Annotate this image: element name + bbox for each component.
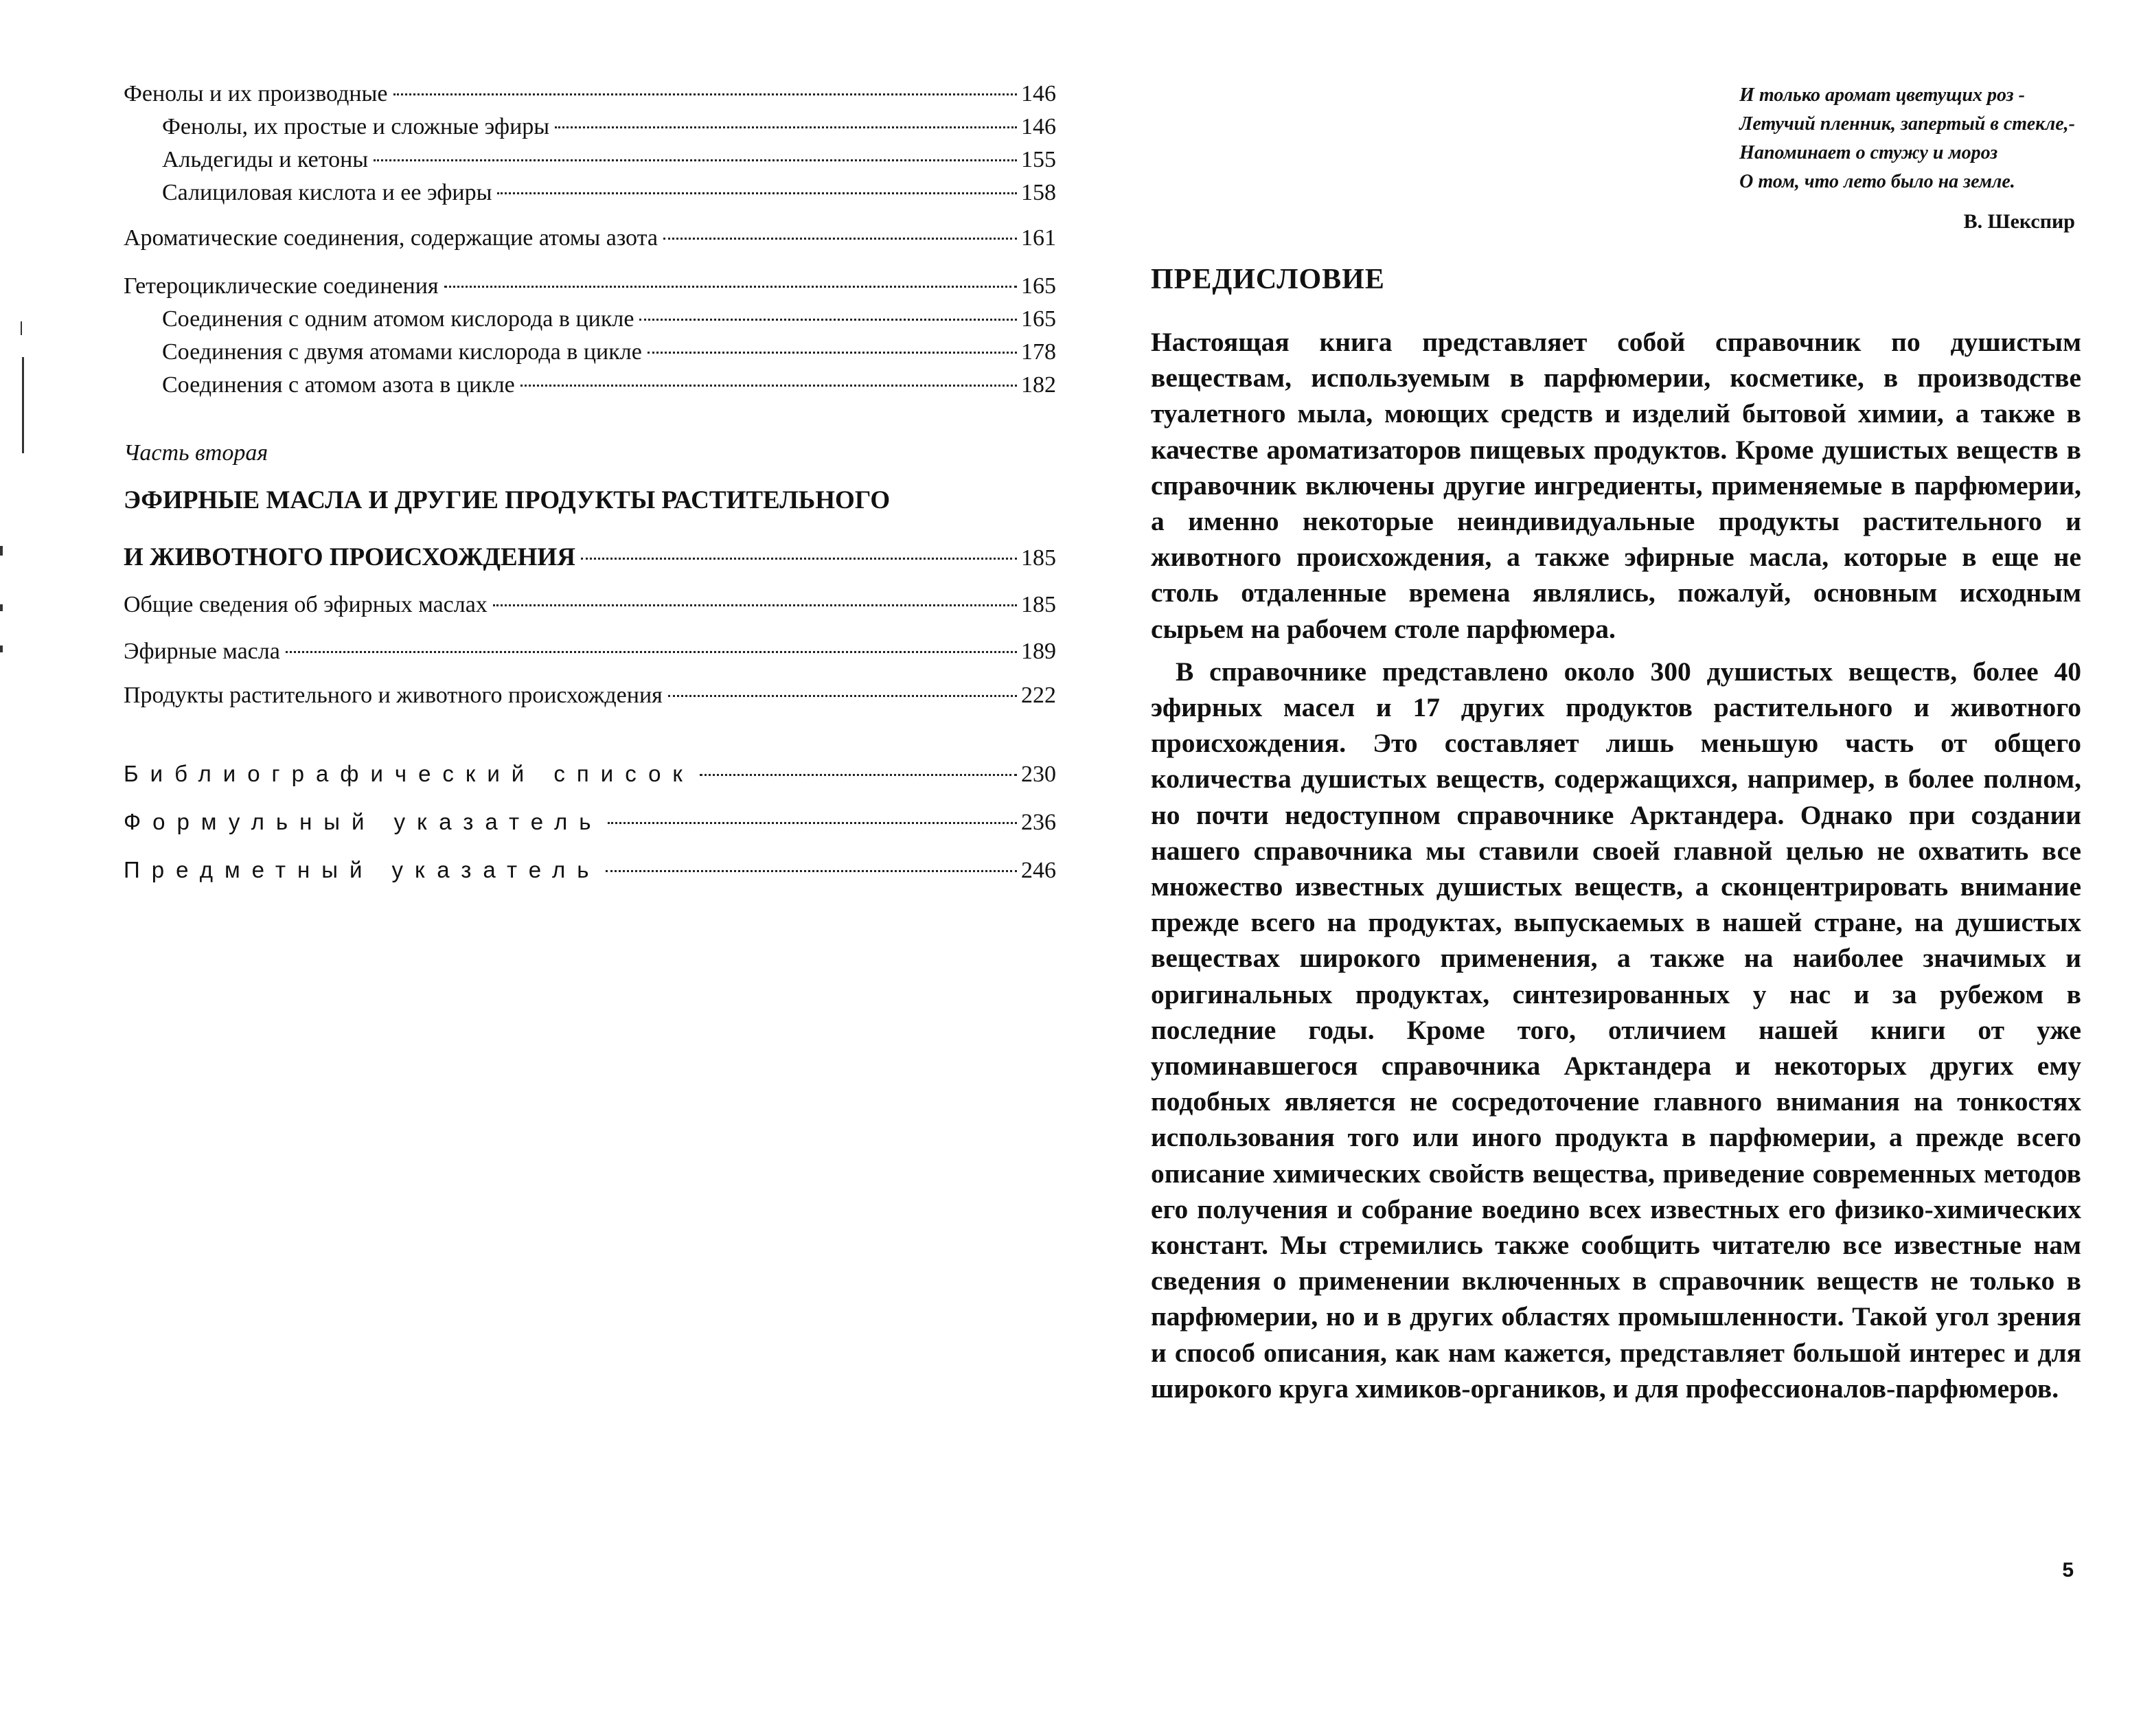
toc-entry [124,639,1056,665]
toc-entry-page: 185 [1021,592,1056,617]
toc-entry [124,683,1056,709]
toc-leader [393,93,1018,95]
toc-entry-subject-index [124,857,1056,884]
toc-entry-page: 189 [1021,639,1056,664]
epigraph-line: Напоминает о стужу и мороз [1739,142,1998,163]
toc-leader [606,870,1017,872]
toc-entry [124,273,1056,299]
toc-leader [286,651,1017,653]
toc-entry-title: Ароматические соединения, содержащие атомы азота [124,225,658,251]
toc-entry-page: 155 [1021,147,1056,172]
toc-leader [663,238,1017,240]
toc-leader [608,822,1017,824]
toc-entry-title: Формульный указатель [124,809,603,834]
toc-entry [162,306,1056,332]
toc-entry-page: 246 [1021,858,1056,883]
toc-entry-page: 185 [1021,545,1056,571]
epigraph-line: И только аромат цветущих роз - [1739,84,2025,106]
toc-entry [162,114,1056,140]
toc-entry [124,81,1056,107]
toc-leader [497,192,1017,194]
toc-entry-page: 146 [1021,114,1056,139]
toc-entry-formula-index [124,809,1056,836]
toc-entry-title: Предметный указатель [124,857,601,882]
page-number: 5 [2062,1559,2074,1581]
toc-entry [162,147,1056,173]
toc-entry-page: 146 [1021,81,1056,106]
part-title-line2: И ЖИВОТНОГО ПРОИСХОЖДЕНИЯ [124,543,575,571]
toc-leader [444,286,1017,288]
epigraph [1739,81,2075,196]
toc-entry-title: Библиографический список [124,761,694,786]
toc-leader [374,159,1017,161]
toc-entry-title: Эфирные масла [124,639,280,664]
margin-mark [0,546,3,556]
right-page [1065,0,2130,1736]
toc-entry [162,372,1056,398]
toc-entry-title: Продукты растительного и животного происхождения [124,683,663,708]
toc-entry-page: 165 [1021,273,1056,299]
margin-mark [0,604,3,611]
toc-entry-title: Альдегиды и кетоны [162,147,369,172]
toc-entry [162,339,1056,365]
part-label: Часть вторая [124,440,268,466]
toc-entry [124,225,1056,251]
paragraph: Настоящая книга представляет собой справочник по душистым веществам, используемым в парфюмерии, косметике, в производстве туалетного мыла, моющих средств и изделий бытовой химии, а также в качестве ароматизаторов пищевых продуктов. Кроме душистых веществ в справочник включены другие ингредиенты, применяемые в парфюмерии, а именно некоторые неиндивидуальные продукты растительного и животного происхождения, а также эфирные масла, которые в еще не столь отдаленные времена являлись, пожалуй, основным исходным сырьем на рабочем столе парфюмера. [1151,327,2081,644]
toc-leader [639,319,1017,321]
toc-entry-title: Общие сведения об эфирных маслах [124,592,488,617]
toc-entry-page: 178 [1021,339,1056,365]
epigraph-line: О том, что лето было на земле. [1739,171,2015,192]
toc-entry-title: Соединения с двумя атомами кислорода в цикле [162,339,642,365]
margin-mark [0,646,3,652]
toc-entry-page: 230 [1021,762,1056,787]
toc-entry-part-title [124,542,1056,572]
toc-leader [700,774,1017,776]
toc-entry-title: Фенолы и их производные [124,81,388,106]
toc-leader [555,126,1017,128]
toc-entry-title: Гетероциклические соединения [124,273,439,299]
margin-mark [22,357,24,453]
toc-entry-page: 158 [1021,180,1056,205]
preface-body [1151,324,2081,1406]
paragraph: В справочнике представлено около 300 душистых веществ, более 40 эфирных масел и 17 других продуктов растительного и животного происхождения. Это составляет лишь меньшую часть от общего количества душистых веществ, содержащихся, например, в более полном, но почти недоступном справочнике Арктандера. Однако при создании нашего справочника мы ставили своей главной целью не охватить все множество известных душистых веществ, а сконцентрировать внимание прежде всего на продуктах, выпускаемых в нашей стране, на душистых веществах широкого применения, а также на наиболее значимых и оригинальных продуктах, синтезированных у нас и за рубежом в последние годы. Кроме того, отличием нашей книги от уже упоминавшегося справочника Арктандера и некоторых других ему подобных является не сосредоточение главного внимания на тонкостях использования того или иного продукта в парфюмерии, а прежде всего описание химических свойств вещества, приведение современных методов его получения и собрание воедино всех известных его физико-химических констант. Мы стремились также сообщить читателю все известные нам сведения о применении включенных в справочник веществ не только в парфюмерии, но и в других областях промышленности. Такой угол зрения и способ описания, как нам кажется, представляет большой интерес и для широкого круга химиков-органиков, и для профессионалов-парфюмеров. [1151,656,2081,1404]
part-title-line1: ЭФИРНЫЕ МАСЛА И ДРУГИЕ ПРОДУКТЫ РАСТИТЕЛЬНОГО [124,486,891,514]
toc-entry-bibliography [124,761,1056,788]
toc-leader [520,385,1017,387]
toc-entry-page: 165 [1021,306,1056,332]
toc-leader [668,695,1017,697]
toc-entry-title: Салициловая кислота и ее эфиры [162,180,492,205]
toc-entry-title: Соединения с одним атомом кислорода в цикле [162,306,634,332]
toc-entry [162,180,1056,206]
toc-entry [124,592,1056,618]
toc-entry-title: Соединения с атомом азота в цикле [162,372,515,398]
toc-entry-page: 161 [1021,225,1056,251]
toc-leader [493,604,1017,606]
toc-leader [581,558,1017,560]
toc-entry-page: 222 [1021,683,1056,708]
epigraph-author: В. Шекспир [1963,210,2075,233]
toc-leader [648,352,1017,354]
section-heading: ПРЕДИСЛОВИЕ [1151,264,1385,295]
epigraph-line: Летучий пленник, запертый в стекле,- [1739,113,2075,135]
toc-entry-title: Фенолы, их простые и сложные эфиры [162,114,550,139]
toc-entry-page: 236 [1021,810,1056,835]
toc-entry-page: 182 [1021,372,1056,398]
margin-mark [21,321,22,335]
